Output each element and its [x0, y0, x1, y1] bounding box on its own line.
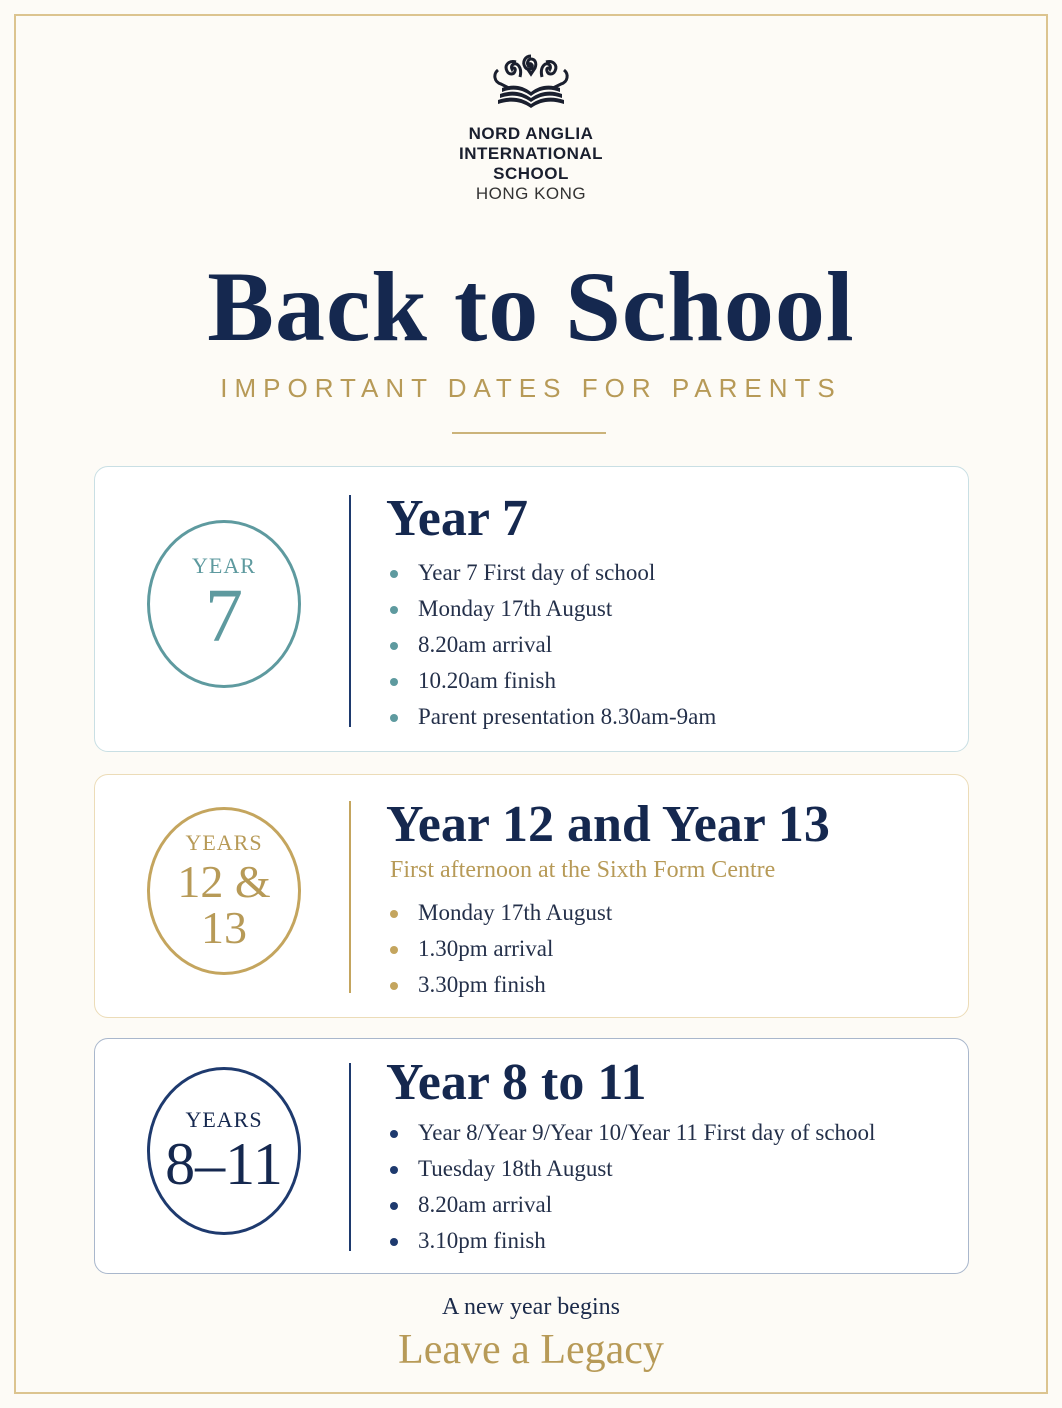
list-item: 3.30pm finish	[387, 967, 612, 1003]
list-item: 8.20am arrival	[387, 1187, 875, 1223]
school-logo	[0, 52, 1062, 204]
page-subtitle: IMPORTANT DATES FOR PARENTS	[220, 373, 842, 403]
bullet-icon	[390, 714, 398, 722]
page-title: Back to School	[207, 251, 855, 362]
list-item: Year 8/Year 9/Year 10/Year 11 First day of school	[387, 1115, 875, 1151]
year-badge	[147, 520, 301, 688]
section-divider	[349, 1063, 351, 1251]
list-item: 1.30pm arrival	[387, 931, 612, 967]
section-heading: Year 12 and Year 13	[386, 796, 830, 853]
year-badge	[147, 1067, 301, 1235]
list-item: Monday 17th August	[387, 591, 716, 627]
section-card-year-8-11	[94, 1038, 969, 1274]
title-divider	[452, 432, 606, 434]
year-badge	[147, 807, 301, 975]
list-item: 10.20am finish	[387, 663, 716, 699]
badge-number: 8–11	[165, 1131, 283, 1197]
section-list	[387, 1115, 875, 1259]
badge-number: 12 & 13	[177, 856, 271, 953]
badge-number: 7	[205, 574, 243, 658]
bullet-icon	[390, 570, 398, 578]
school-name-line2: INTERNATIONAL	[458, 144, 604, 163]
section-list	[387, 895, 612, 1003]
list-item: 3.10pm finish	[387, 1223, 875, 1259]
school-name-line1: NORD ANGLIA	[468, 124, 594, 143]
bullet-icon	[390, 678, 398, 686]
section-note: First afternoon at the Sixth Form Centre	[390, 857, 776, 883]
bullet-icon	[390, 982, 398, 990]
section-card-year-12-13	[94, 774, 969, 1018]
badge-label: YEARS	[185, 830, 263, 855]
bullet-icon	[390, 946, 398, 954]
list-item: 8.20am arrival	[387, 627, 716, 663]
section-list	[387, 555, 716, 735]
bullet-icon	[390, 642, 398, 650]
section-heading: Year 8 to 11	[386, 1054, 647, 1111]
list-item: Parent presentation 8.30am-9am	[387, 699, 716, 735]
badge-label: YEARS	[185, 1107, 263, 1132]
badge-label: YEAR	[192, 553, 256, 578]
section-card-year-7	[94, 466, 969, 752]
section-divider	[349, 495, 351, 727]
school-name	[459, 124, 603, 204]
bullet-icon	[390, 1202, 398, 1210]
section-divider	[349, 801, 351, 993]
list-item: Year 7 First day of school	[387, 555, 716, 591]
bullet-icon	[390, 606, 398, 614]
bullet-icon	[390, 910, 398, 918]
list-item: Monday 17th August	[387, 895, 612, 931]
footer-tagline: A new year begins	[442, 1294, 620, 1320]
bullet-icon	[390, 1166, 398, 1174]
school-name-line3: SCHOOL	[493, 164, 569, 183]
school-location: HONG KONG	[475, 184, 587, 203]
crown-book-crest-icon	[490, 52, 572, 110]
list-item: Tuesday 18th August	[387, 1151, 875, 1187]
bullet-icon	[390, 1238, 398, 1246]
footer-motto: Leave a Legacy	[398, 1327, 664, 1373]
bullet-icon	[390, 1130, 398, 1138]
section-heading: Year 7	[386, 490, 529, 547]
